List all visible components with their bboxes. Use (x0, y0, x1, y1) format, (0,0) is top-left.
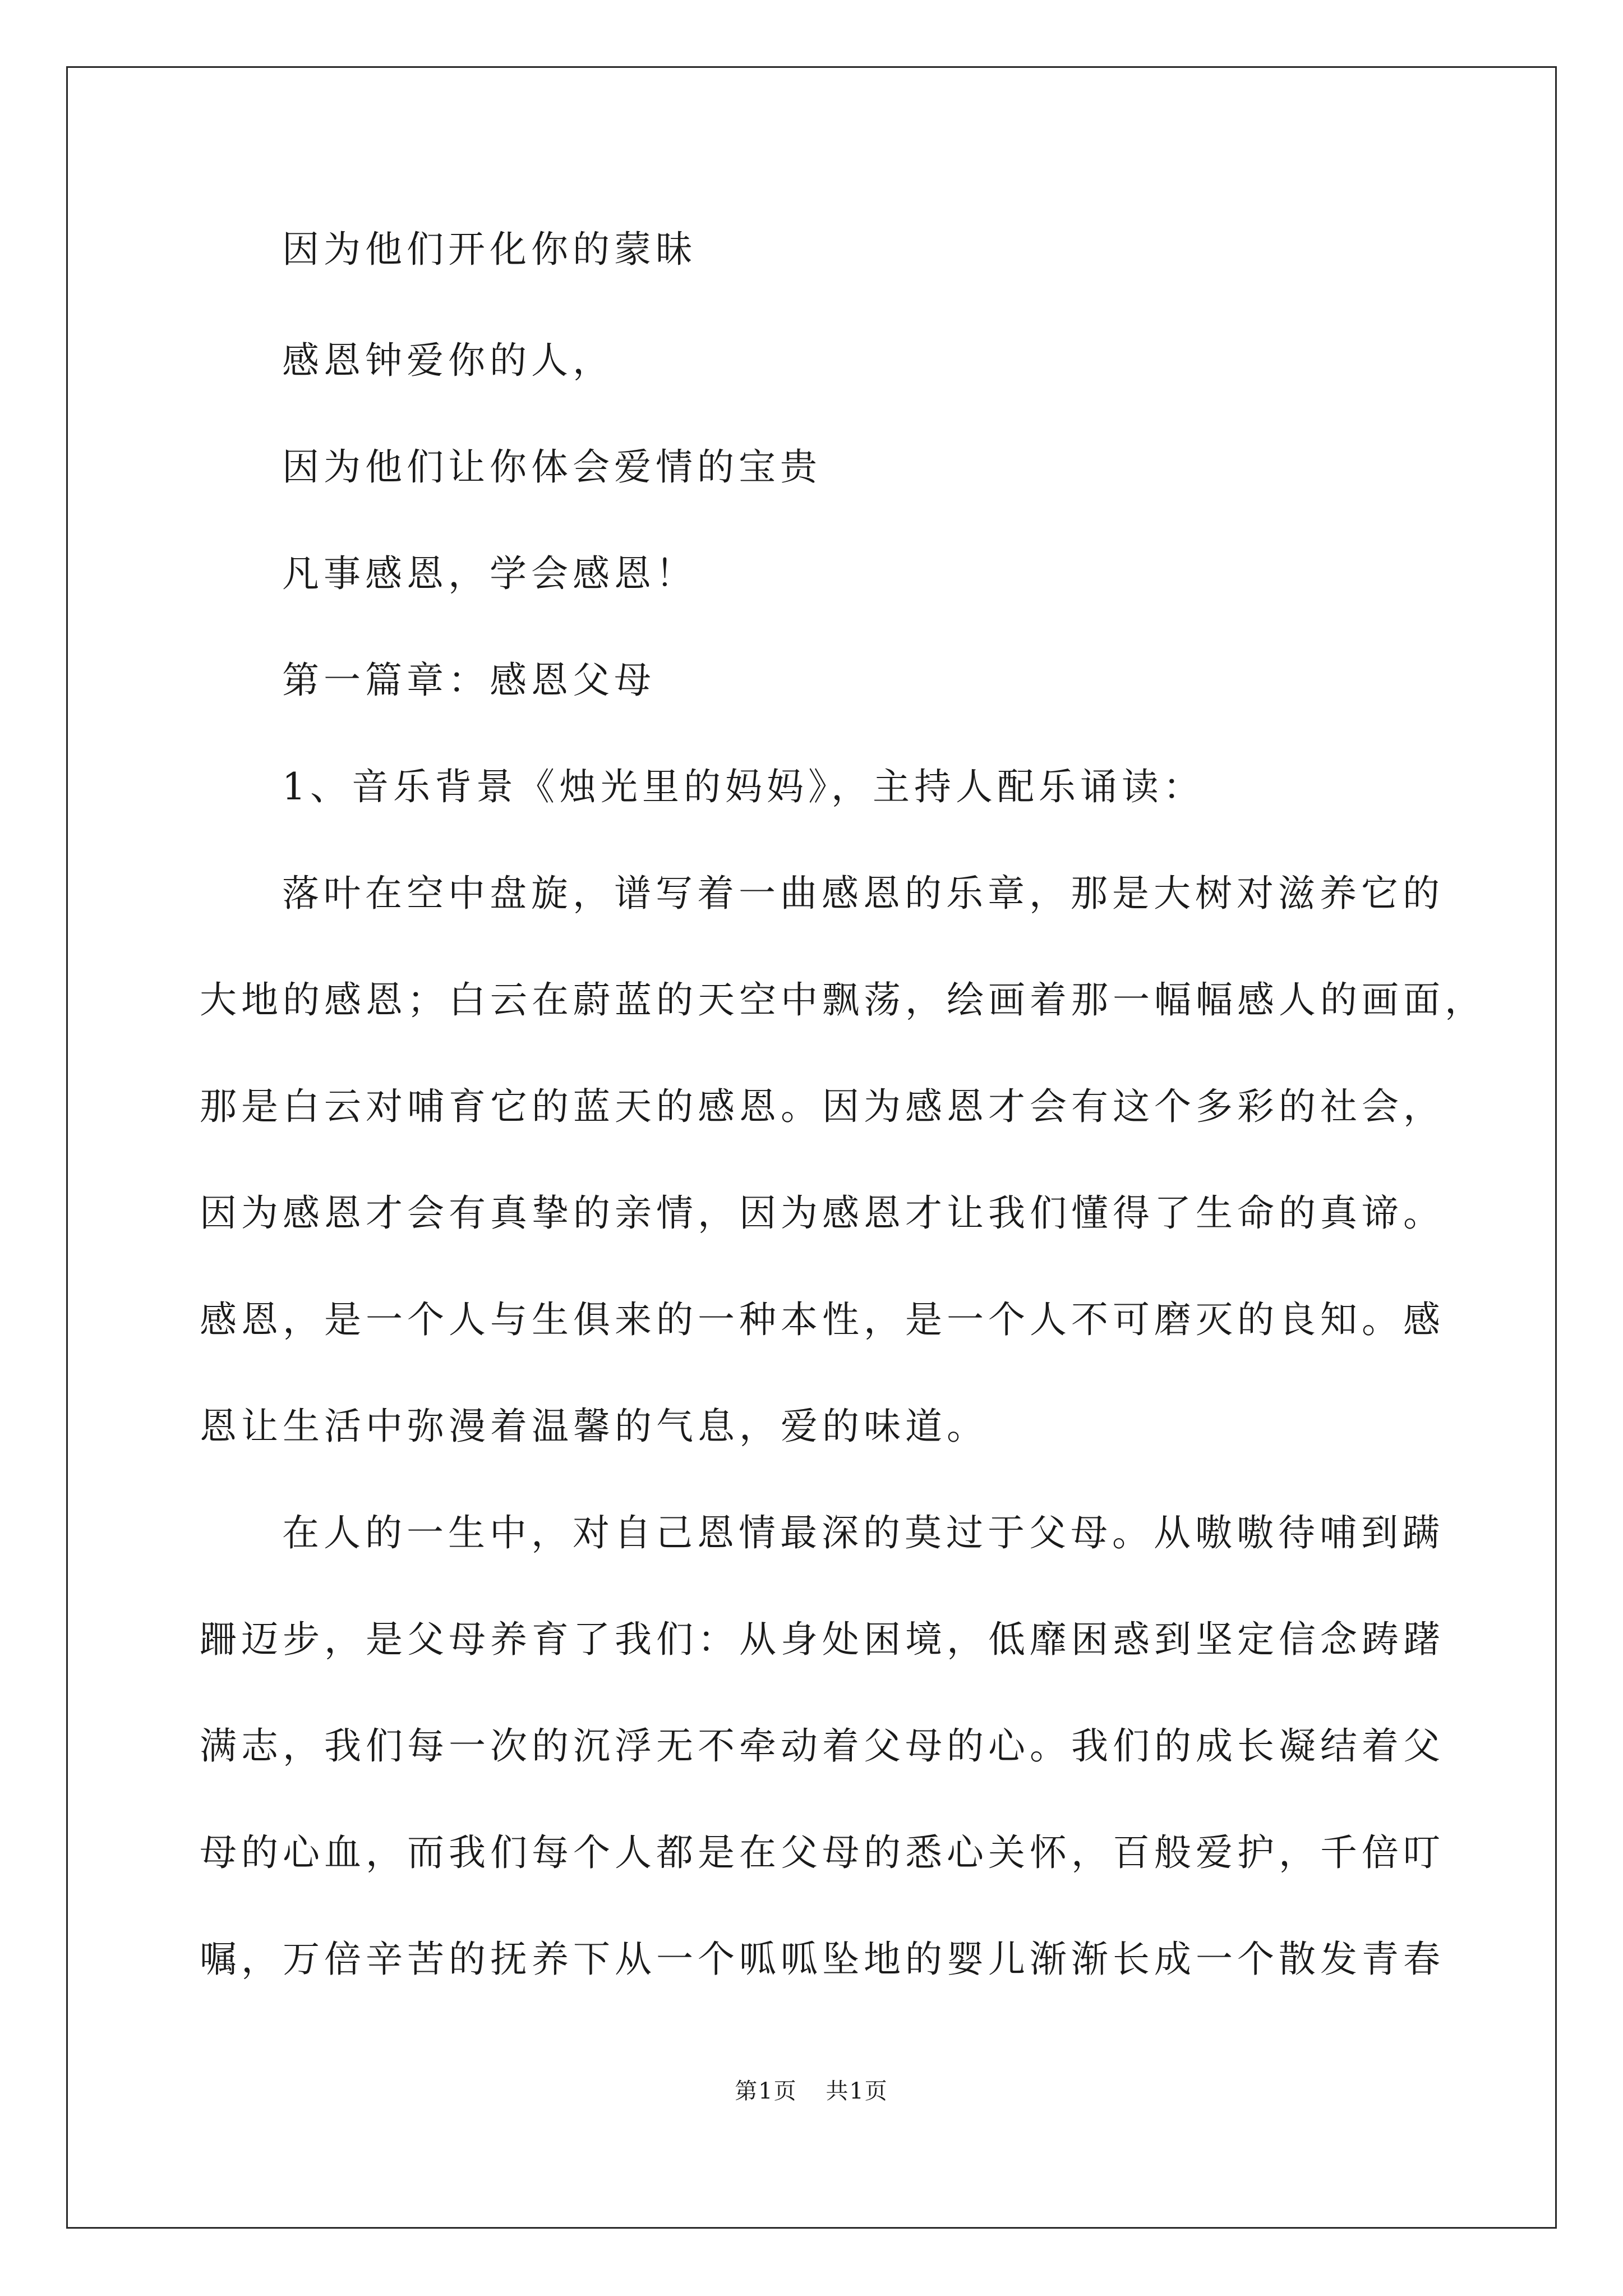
page-number: 第1页 (735, 2078, 797, 2104)
paragraph-line: 满志，我们每一次的沉浮无不牵动着父母的心。我们的成长凝结着父 (200, 1724, 1445, 1768)
paragraph-line: 感恩，是一个人与生俱来的一种本性，是一个人不可磨灭的良知。感 (200, 1298, 1445, 1341)
paragraph-line: 母的心血，而我们每个人都是在父母的悉心关怀，百般爱护，千倍叮 (200, 1831, 1445, 1874)
paragraph-line: 恩让生活中弥漫着温馨的气息，爱的味道。 (200, 1405, 988, 1448)
text-line: 因为他们开化你的蒙昧 (282, 228, 697, 271)
page-footer (0, 2080, 1623, 2102)
section-heading: 第一篇章：感恩父母 (282, 659, 656, 702)
paragraph-line: 大地的感恩；白云在蔚蓝的天空中飘荡，绘画着那一幅幅感人的画面， (200, 978, 1486, 1022)
paragraph-line: 嘱，万倍辛苦的抚养下从一个呱呱坠地的婴儿渐渐长成一个散发青春 (200, 1938, 1445, 1981)
paragraph-line: 跚迈步，是父母养育了我们：从身处困境，低靡困惑到坚定信念踌躇 (200, 1618, 1445, 1661)
text-line: 1、音乐背景《烛光里的妈妈》，主持人配乐诵读： (282, 765, 1205, 808)
paragraph-line: 那是白云对哺育它的蓝天的感恩。因为感恩才会有这个多彩的社会， (200, 1085, 1445, 1128)
text-line: 感恩钟爱你的人， (282, 339, 614, 382)
paragraph-line: 因为感恩才会有真挚的亲情，因为感恩才让我们懂得了生命的真谛。 (200, 1191, 1445, 1235)
text-line: 因为他们让你体会爱情的宝贵 (282, 445, 822, 489)
text-line: 凡事感恩，学会感恩！ (282, 552, 697, 595)
page-total: 共1页 (826, 2078, 888, 2104)
paragraph-line: 在人的一生中，对自己恩情最深的莫过于父母。从嗷嗷待哺到蹒 (282, 1511, 1444, 1554)
paragraph-line: 落叶在空中盘旋，谱写着一曲感恩的乐章，那是大树对滋养它的 (282, 872, 1444, 915)
page-border (66, 66, 1557, 2229)
